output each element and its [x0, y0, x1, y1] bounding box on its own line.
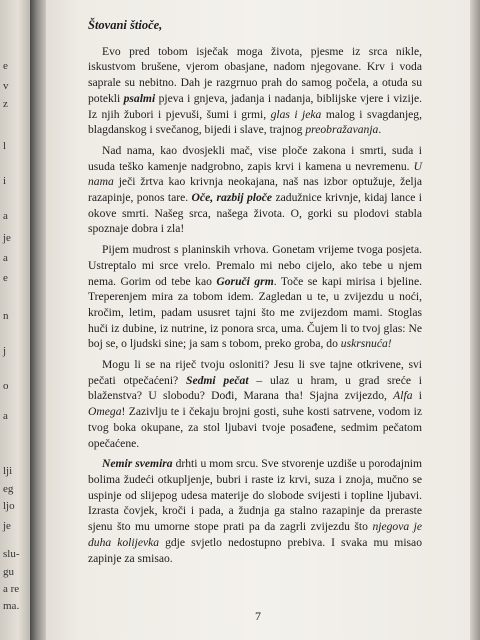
text-run: i	[412, 389, 422, 403]
left-page-text-fragment: lji	[3, 465, 13, 477]
text-run: Pijem mudrost s planinskih vrhova. Gonetam vrijeme tvoga posjeta. Ustreptalo mi srce vrelo. Premalo mi nebo cijelo, ako tebe u njem nema. Gorim od tebe kao	[88, 243, 422, 288]
emphasis-bold-italic: Oče, razbij ploče	[191, 191, 273, 205]
left-page-text-fragment: l	[3, 140, 7, 152]
emphasis-bold-italic: Sedmi pečat	[186, 373, 249, 387]
left-page-text-fragment: eg	[3, 483, 14, 495]
emphasis-italic: preobražavanja	[305, 123, 379, 137]
left-page-text-fragment: j	[3, 345, 7, 357]
left-page-text-fragment: v	[3, 80, 9, 92]
text-run: ječi žrtva kao krivnja neokajana, naš nas izbor optužuje, želja razapinje, ponos tare.	[88, 175, 422, 205]
emphasis-italic: Alfa	[393, 389, 413, 403]
emphasis-italic: njegova je duha kolijevka	[88, 520, 422, 549]
text-run: drhti u mom srcu. Sve stvorenje uzdiše u porodajnim bolima žudeći otkupljenje, bubri i raste iz krvi, suza i znoja, mučno se uspinje od slijepog udesa materije do slobode svijesti i topline ljubavi. Izrasta čovjek, kroči i pada, a žudnja ga stalno razapinje da prerastе sjenu što mu umorne stope prati pa da zagrli zvijezdu što	[88, 457, 422, 534]
emphasis-italic: U nama	[88, 159, 422, 189]
page-text	[88, 18, 422, 571]
text-run: zadužnice krivnje, kidaj lance i okove smrti. Našeg srca, našega života. O, gorki su plodovi stabla spoznaje dobra i zla!	[88, 191, 423, 236]
paragraph	[88, 456, 422, 566]
text-run: Evo pred tobom isječak moga života, pjesme iz srca nikle, iskustvom brušene, vjerom obasjane, nadom njegovane. Krv i voda saprale su nebitno. Dah je razgrnuo prah do samog počela, a otuda su potekli	[88, 44, 422, 105]
left-page-text-fragment: a re	[3, 583, 20, 595]
emphasis-italic: glas i jeka	[270, 107, 322, 121]
text-run: gdje svjetlo nedostupno prebiva. I svaka mu misao zapinje za smisao.	[88, 535, 422, 565]
emphasis-bold-italic: psalmi	[123, 91, 156, 105]
emphasis-italic: uskrsnuća!	[340, 337, 392, 351]
text-run: . Toče se kapi mirisa i bjeline. Treperenjem mira za tobom idem. Zagledan u te, u zvijezdu u noći, kročim, letim, padam ususret tajni što me zvijezdom mami. Stoglas huči iz dubine, iz nutrine, iz ponora srca, uma. Čujem li to tvoj glas: Ne boj se, o ljudski sine; ja sam s tobom, preko groba, do	[88, 274, 422, 351]
emphasis-italic: Omega	[88, 405, 122, 419]
left-page-text-fragment: je	[3, 520, 11, 532]
paragraph	[88, 357, 422, 451]
left-page-text-fragment: n	[3, 310, 9, 322]
left-page-text-fragment: a	[3, 252, 8, 264]
left-page-text-fragment: z	[3, 98, 8, 110]
emphasis-bold-italic: Nemir svemira	[102, 457, 173, 471]
text-run: malog i svagdanjeg, blagdanskog i svečanog, bijedi i slave, trajnog	[88, 107, 423, 137]
left-page-text-fragment: o	[3, 380, 9, 392]
salutation: Štovani štioče,	[88, 18, 163, 32]
paragraph	[88, 44, 422, 138]
paragraph	[88, 242, 422, 352]
page-edge	[470, 0, 480, 640]
book-page	[46, 0, 470, 640]
left-page-text-fragment: i	[3, 175, 7, 187]
text-run: ! Zazivlju te i čekaju brojni gosti, suhe kosti satrvene, vodom iz tvog boka okupane, za stol ljubavi tvoje posađene, sedmim pečatom opečaćene.	[88, 405, 422, 450]
text-run: Mogu li se na riječ tvoju osloniti? Jesu li sve tajne otkrivene, svi pečati otpečaćeni?	[88, 358, 422, 387]
left-page-text-fragment: ljo	[3, 500, 15, 512]
text-run: Nad nama, kao dvosjekli mač, vise ploče zakona i smrti, suda i usuda teško kamenje nadgrobno, zapis krvi i kamena u nevremenu.	[88, 143, 422, 173]
text-run: pjeva i gnjeva, jadanja i nadanja, biblijske vjere i vizije. Iz njih žubori i pjevuši, šumi i grmi,	[88, 91, 422, 121]
left-page-text-fragment: je	[3, 232, 11, 244]
left-facing-page	[0, 0, 30, 640]
text-run: – ulaz u hram, u grad sreće i blaženstva? U slobodu? Dođi, Marana tha! Sjajna zvijezdo,	[88, 373, 423, 403]
left-page-text-fragment: slu-	[3, 548, 20, 560]
left-page-text-fragment: e	[3, 60, 8, 72]
left-page-text-fragment: gu	[3, 566, 14, 578]
paragraph	[88, 143, 422, 237]
text-run: .	[378, 123, 382, 137]
paragraphs	[88, 44, 422, 567]
emphasis-bold-italic: Goruči grm	[216, 274, 274, 288]
left-page-text-fragment: a	[3, 410, 8, 422]
left-page-text-fragment: ma.	[3, 600, 20, 612]
left-page-text-fragment: a	[3, 210, 8, 222]
page-number: 7	[255, 609, 261, 623]
left-page-text-fragment: e	[3, 272, 8, 284]
